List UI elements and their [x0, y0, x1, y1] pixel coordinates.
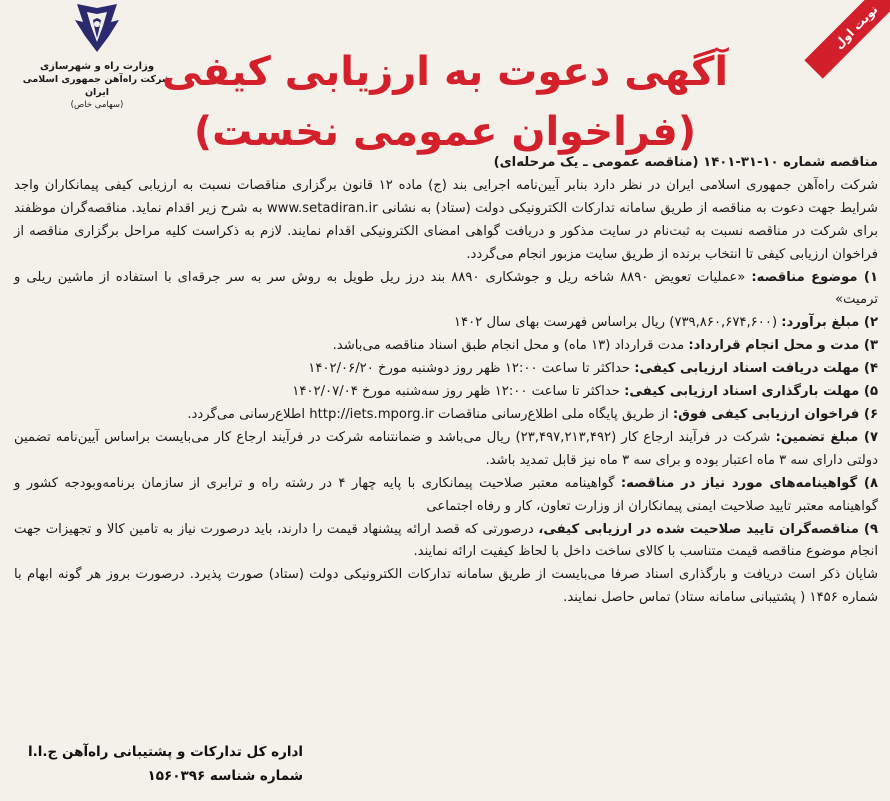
- item-announcement: [14, 404, 878, 427]
- item-receive-deadline: [14, 358, 878, 381]
- item-guarantee: [14, 427, 878, 473]
- headline-title: آگهی دعوت به ارزیابی کیفی: [161, 49, 729, 95]
- tender-heading: مناقصه شماره ۱۰-۳۱-۱۴۰۱ (مناقصه عمومی ـ یک مرحله‌ای): [493, 155, 878, 170]
- first-notice-ribbon: نوبت اول: [804, 0, 890, 79]
- item-upload-deadline: [14, 381, 878, 404]
- item-label: ۴) مهلت دریافت اسناد ارزیابی کیفی:: [634, 361, 878, 377]
- item-certificates: [14, 473, 878, 519]
- item-text: مدت قرارداد (۱۳ ماه) و محل انجام طبق اسناد مناقصه می‌باشد.: [332, 338, 689, 354]
- signature-block: [28, 740, 303, 788]
- item-label: ۳) مدت و محل انجام قرارداد:: [688, 338, 878, 354]
- item-text: درصورتی که قصد ارائه پیشنهاد قیمت را دارند، باید درصورت نیاز به تامین کالا و تجهیزات جهت انجام موضوع مناقصه قیمت متناسب با کالای ساخت داخل با لحاظ کیفیت ارائه نمایند.: [14, 521, 878, 560]
- item-text: حداکثر تا ساعت ۱۲:۰۰ ظهر روز دوشنبه مورخ ۱۴۰۲/۰۶/۲۰: [308, 361, 635, 377]
- issuing-department: اداره کل تدارکات و پشتیبانی راه‌آهن ج.ا.ا: [28, 744, 304, 760]
- item-text: (۷۳۹,۸۶۰,۶۷۴,۶۰۰) ریال براساس فهرست بهای سال ۱۴۰۲: [453, 315, 782, 331]
- headline-subtitle: (فراخوان عمومی نخست): [193, 109, 697, 155]
- item-label: ۷) مبلغ تضمین:: [775, 429, 878, 445]
- item-qualified-bidders: [14, 519, 878, 565]
- item-label: ۲) مبلغ برآورد:: [781, 315, 878, 331]
- advertisement-body: [14, 152, 878, 610]
- logo-ministry-name: وزارت راه و شهرسازی: [39, 61, 155, 72]
- logo-company-type: (سهامی خاص): [70, 100, 124, 110]
- item-text: «عملیات تعویض ۸۸۹۰ شاخه ریل و جوشکاری ۸۸۹۰ بند درز ریل طویل به روش سر به سر جرقه‌ای با استفاده از ماشین ریلی و ترمیت»: [14, 269, 878, 308]
- item-text: حداکثر تا ساعت ۱۲:۰۰ ظهر روز سه‌شنبه مورخ ۱۴۰۲/۰۷/۰۴: [292, 384, 625, 400]
- logo-company-name: شرکت راه‌آهن جمهوری اسلامی ایران: [22, 74, 172, 98]
- item-text: شرکت در فرآیند ارجاع کار (۲۳,۴۹۷,۲۱۳,۴۹۲) ریال می‌باشد و ضمانتنامه شرکت در فرآیند ارجاع کار می‌بایست براساس آیین‌نامه تضمین دولتی دارای سه ۳ ماه اعتبار بوده و برای سه ۳ ماه نیز قابل تمدید باشد.: [14, 429, 878, 468]
- item-label: ۶) فراخوان ارزیابی کیفی فوق:: [672, 406, 878, 422]
- intro-paragraph: شرکت راه‌آهن جمهوری اسلامی ایران در نظر دارد بنابر آیین‌نامه اجرایی بند (ج) ماده ۱۲ قانون برگزاری مناقصات نسبت به ارزیابی کیفی پیمانکاران واجد شرایط جهت دعوت به مناقصه از طریق سامانه تدارکات الکترونیکی دولت (ستاد) به نشانی www.setadiran.ir به شرح زیر اقدام نماید. مناقصه‌گران موظفند برای شرکت در مناقصه نسبت به ثبت‌نام در سایت مذکور و دریافت گواهی امضای الکترونیکی اقدام نمایند. لازم به ذکراست کلیه مراحل برگزاری مناقصه از فراخوان ارزیابی کیفی تا انتخاب برنده از طریق سایت مزبور انجام می‌گردد.: [14, 177, 878, 262]
- item-subject: [14, 267, 878, 313]
- item-label: ۵) مهلت بارگذاری اسناد ارزیابی کیفی:: [624, 384, 878, 400]
- closing-paragraph: شایان ذکر است دریافت و بارگذاری اسناد صرفا می‌بایست از طریق سامانه تدارکات الکترونیکی دولت (ستاد) صورت پذیرد. درصورت بروز هر گونه ابهام با شماره ۱۴۵۶ ( پشتیبانی سامانه ستاد) تماس حاصل نمایند.: [14, 567, 878, 606]
- item-label: ۸) گواهینامه‌های مورد نیاز در مناقصه:: [620, 475, 878, 491]
- item-duration: [14, 335, 878, 358]
- identifier-number: شماره شناسه ۱۵۶۰۳۹۶: [147, 768, 304, 784]
- item-label: ۹) مناقصه‌گران تایید صلاحیت شده در ارزیابی کیفی،: [538, 521, 878, 537]
- item-text: از طریق پایگاه ملی اطلاع‌رسانی مناقصات http://iets.mporg.ir اطلاع‌رسانی می‌گردد.: [187, 406, 673, 422]
- item-label: ۱) موضوع مناقصه:: [751, 269, 879, 285]
- item-estimate: [14, 312, 878, 335]
- item-text: گواهینامه معتبر صلاحیت پیمانکاری با پایه چهار ۴ در رشته راه و ترابری از سازمان برنامه‌وبودجه کشور و گواهینامه معتبر تایید صلاحیت ایمنی پیمانکاران از وزارت تعاون، کار و رفاه اجتماعی: [14, 475, 878, 514]
